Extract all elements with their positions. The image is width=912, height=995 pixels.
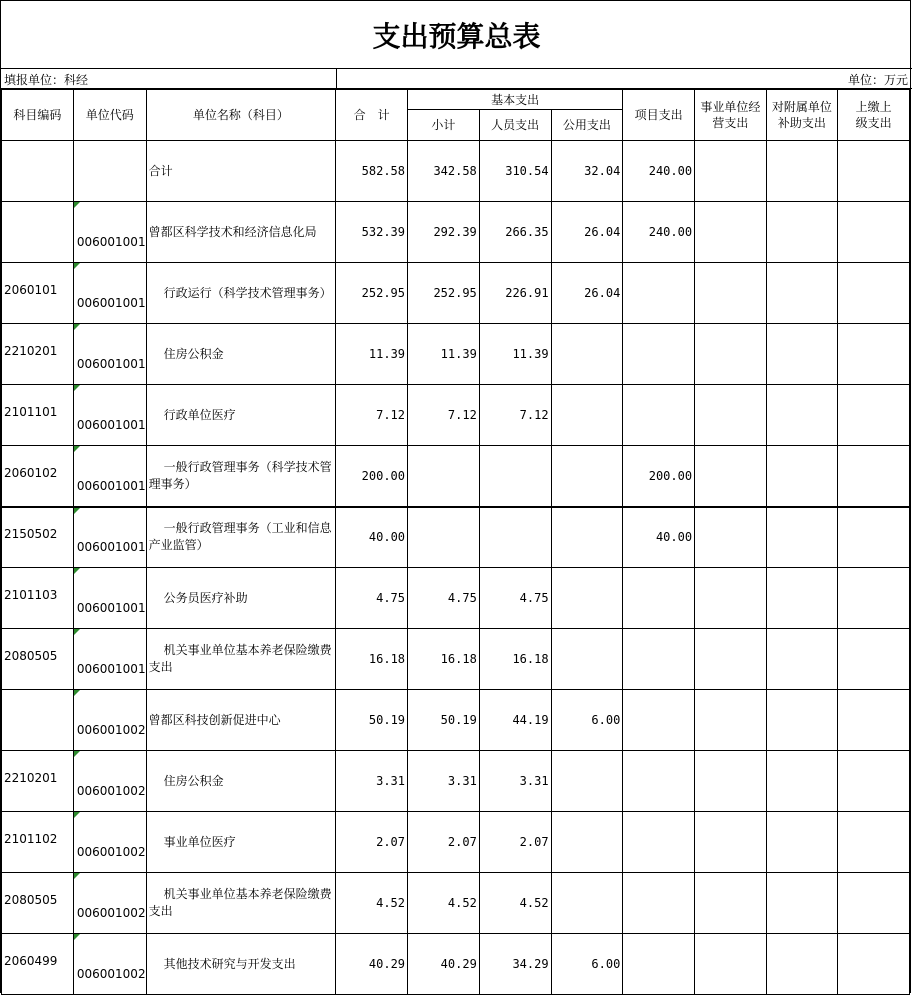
unit-name-text: 事业单位医疗	[163, 834, 236, 849]
cell-public[interactable]: 26.04	[551, 202, 623, 263]
cell-subsidy[interactable]	[766, 629, 838, 690]
header-basic: 基本支出	[408, 90, 623, 110]
cell-subsidy[interactable]	[766, 446, 838, 507]
cell-subsidy[interactable]	[766, 507, 838, 568]
unit-code-text: 006001001	[76, 296, 146, 310]
cell-unit-code[interactable]	[73, 629, 146, 690]
table-row	[2, 568, 910, 629]
cell-unit-code[interactable]	[73, 507, 146, 568]
cell-public[interactable]: 32.04	[551, 141, 623, 202]
header-total: 合 计	[336, 90, 408, 141]
cell-subtotal[interactable]: 50.19	[408, 690, 480, 751]
cell-remit[interactable]	[838, 263, 910, 324]
cell-subsidy[interactable]	[766, 324, 838, 385]
table-row	[2, 446, 910, 507]
header-subsidy: 对附属单位补助支出	[766, 90, 838, 141]
cell-subject-code[interactable]: 2210201	[2, 751, 74, 812]
table-row	[2, 263, 910, 324]
cell-unit-name[interactable]	[146, 202, 336, 263]
cell-unit-name[interactable]	[146, 263, 336, 324]
cell-personnel[interactable]: 2.07	[479, 812, 551, 873]
table-row	[2, 812, 910, 873]
cell-subsidy[interactable]	[766, 263, 838, 324]
unit-code-text: 006001001	[76, 662, 146, 676]
cell-personnel[interactable]: 4.75	[479, 568, 551, 629]
unit-name-text: 机关事业单位基本养老保险缴费支出	[148, 643, 332, 674]
table-body	[2, 141, 910, 995]
cell-subtotal[interactable]: 292.39	[408, 202, 480, 263]
cell-unit-name[interactable]	[146, 934, 336, 995]
unit-name-text: 曾都区科学技术和经济信息化局	[148, 224, 317, 239]
table-row	[2, 751, 910, 812]
unit-name-text: 一般行政管理事务（工业和信息产业监管）	[148, 521, 332, 553]
cell-unit-name[interactable]	[146, 385, 336, 446]
cell-total[interactable]: 532.39	[336, 202, 408, 263]
cell-unit-code[interactable]	[73, 934, 146, 995]
cell-subject-code[interactable]: 2101103	[2, 568, 74, 629]
unit-name-text: 其他技术研究与开发支出	[163, 956, 296, 971]
unit-code-text: 006001001	[76, 601, 146, 615]
cell-unit-name[interactable]	[146, 629, 336, 690]
unit-code-text: 006001002	[76, 723, 146, 737]
cell-subsidy[interactable]	[766, 690, 838, 751]
text-number-flag-icon	[74, 812, 80, 818]
text-number-flag-icon	[74, 629, 80, 635]
cell-subject-code[interactable]: 2080505	[2, 629, 74, 690]
cell-total[interactable]: 16.18	[336, 629, 408, 690]
cell-public[interactable]	[551, 812, 623, 873]
cell-unit-code[interactable]	[73, 873, 146, 934]
cell-total[interactable]: 40.00	[336, 507, 408, 568]
unit-code-text: 006001001	[76, 418, 146, 432]
cell-total[interactable]: 200.00	[336, 446, 408, 507]
cell-business[interactable]	[695, 751, 767, 812]
cell-unit-code[interactable]	[73, 690, 146, 751]
cell-personnel[interactable]: 16.18	[479, 629, 551, 690]
unit-code-text: 006001002	[76, 967, 146, 981]
cell-subtotal[interactable]: 4.75	[408, 568, 480, 629]
cell-unit-code[interactable]	[73, 385, 146, 446]
cell-business[interactable]	[695, 263, 767, 324]
cell-personnel[interactable]	[479, 446, 551, 507]
cell-subtotal[interactable]: 16.18	[408, 629, 480, 690]
text-number-flag-icon	[74, 446, 80, 452]
cell-project[interactable]: 240.00	[623, 141, 695, 202]
unit-code-text: 006001002	[76, 845, 146, 859]
cell-personnel[interactable]: 3.31	[479, 751, 551, 812]
cell-business[interactable]	[695, 507, 767, 568]
cell-project[interactable]	[623, 934, 695, 995]
table-row	[2, 324, 910, 385]
header-unit-code: 单位代码	[73, 90, 146, 141]
cell-subsidy[interactable]	[766, 568, 838, 629]
cell-personnel[interactable]: 44.19	[479, 690, 551, 751]
cell-remit[interactable]	[838, 629, 910, 690]
cell-remit[interactable]	[838, 507, 910, 568]
cell-unit-name[interactable]	[146, 812, 336, 873]
cell-business[interactable]	[695, 446, 767, 507]
cell-public[interactable]	[551, 873, 623, 934]
unit-name-text: 公务员医疗补助	[163, 590, 248, 605]
cell-unit-name[interactable]	[146, 690, 336, 751]
cell-personnel[interactable]: 34.29	[479, 934, 551, 995]
cell-business[interactable]	[695, 690, 767, 751]
unit-name-text: 机关事业单位基本养老保险缴费支出	[148, 887, 332, 918]
cell-unit-name[interactable]	[146, 507, 336, 568]
unit-code-text: 006001001	[76, 235, 146, 249]
cell-unit-name[interactable]	[146, 446, 336, 507]
filler-unit: 填报单位：科经	[4, 73, 89, 87]
cell-project[interactable]	[623, 629, 695, 690]
cell-project[interactable]: 200.00	[623, 446, 695, 507]
cell-personnel[interactable]: 310.54	[479, 141, 551, 202]
cell-unit-code[interactable]	[73, 263, 146, 324]
cell-remit[interactable]	[838, 751, 910, 812]
cell-total[interactable]: 4.52	[336, 873, 408, 934]
cell-subject-code[interactable]	[2, 141, 74, 202]
meta-divider	[336, 69, 337, 89]
unit-code-text: 006001002	[76, 784, 146, 798]
cell-public[interactable]: 6.00	[551, 690, 623, 751]
cell-personnel[interactable]: 266.35	[479, 202, 551, 263]
text-number-flag-icon	[74, 873, 80, 879]
cell-project[interactable]	[623, 568, 695, 629]
cell-project[interactable]	[623, 812, 695, 873]
cell-total[interactable]: 40.29	[336, 934, 408, 995]
cell-subtotal[interactable]: 11.39	[408, 324, 480, 385]
unit-code-text: 006001001	[76, 357, 146, 371]
unit-name-text: 合计	[148, 163, 173, 178]
cell-business[interactable]	[695, 873, 767, 934]
cell-subsidy[interactable]	[766, 202, 838, 263]
cell-business[interactable]	[695, 324, 767, 385]
cell-total[interactable]: 3.31	[336, 751, 408, 812]
cell-subtotal[interactable]: 4.52	[408, 873, 480, 934]
cell-subsidy[interactable]	[766, 751, 838, 812]
cell-unit-name[interactable]	[146, 141, 336, 202]
cell-total[interactable]: 2.07	[336, 812, 408, 873]
cell-total[interactable]: 11.39	[336, 324, 408, 385]
header-personnel: 人员支出	[479, 110, 551, 141]
cell-business[interactable]	[695, 812, 767, 873]
page-title: 支出预算总表	[1, 1, 912, 69]
cell-remit[interactable]	[838, 385, 910, 446]
text-number-flag-icon	[74, 508, 80, 514]
cell-total[interactable]: 252.95	[336, 263, 408, 324]
table-row	[2, 629, 910, 690]
cell-subtotal[interactable]	[408, 507, 480, 568]
cell-subsidy[interactable]	[766, 934, 838, 995]
cell-subject-code[interactable]: 2060102	[2, 446, 74, 507]
cell-personnel[interactable]: 226.91	[479, 263, 551, 324]
table-row	[2, 873, 910, 934]
unit-code-text: 006001001	[76, 540, 146, 554]
cell-subtotal[interactable]: 3.31	[408, 751, 480, 812]
cell-business[interactable]	[695, 202, 767, 263]
cell-business[interactable]	[695, 629, 767, 690]
cell-subsidy[interactable]	[766, 873, 838, 934]
table-row	[2, 690, 910, 751]
meta-row	[1, 69, 912, 89]
cell-unit-code[interactable]	[73, 141, 146, 202]
cell-public[interactable]	[551, 324, 623, 385]
cell-business[interactable]	[695, 141, 767, 202]
cell-subtotal[interactable]: 40.29	[408, 934, 480, 995]
cell-subject-code[interactable]: 2060499	[2, 934, 74, 995]
cell-public[interactable]: 26.04	[551, 263, 623, 324]
cell-unit-code[interactable]	[73, 568, 146, 629]
cell-public[interactable]	[551, 629, 623, 690]
cell-unit-code[interactable]	[73, 446, 146, 507]
cell-subtotal[interactable]: 342.58	[408, 141, 480, 202]
unit-name-text: 曾都区科技创新促进中心	[148, 712, 281, 727]
cell-subject-code[interactable]: 2101102	[2, 812, 74, 873]
cell-subtotal[interactable]: 2.07	[408, 812, 480, 873]
cell-business[interactable]	[695, 385, 767, 446]
text-number-flag-icon	[74, 324, 80, 330]
money-unit: 单位：万元	[847, 73, 908, 87]
cell-public[interactable]	[551, 568, 623, 629]
header-remit: 上缴上级支出	[838, 90, 910, 141]
cell-remit[interactable]	[838, 446, 910, 507]
cell-project[interactable]	[623, 751, 695, 812]
cell-project[interactable]	[623, 873, 695, 934]
cell-total[interactable]: 582.58	[336, 141, 408, 202]
unit-name-text: 行政单位医疗	[163, 407, 236, 422]
cell-subject-code[interactable]: 2210201	[2, 324, 74, 385]
cell-remit[interactable]	[838, 202, 910, 263]
cell-public[interactable]	[551, 507, 623, 568]
cell-unit-code[interactable]	[73, 751, 146, 812]
header-unit-name: 单位名称（科目）	[146, 90, 336, 141]
cell-total[interactable]: 7.12	[336, 385, 408, 446]
cell-unit-code[interactable]	[73, 202, 146, 263]
cell-unit-code[interactable]	[73, 324, 146, 385]
cell-subtotal[interactable]	[408, 446, 480, 507]
cell-remit[interactable]	[838, 812, 910, 873]
cell-subsidy[interactable]	[766, 812, 838, 873]
text-number-flag-icon	[74, 202, 80, 208]
cell-total[interactable]: 50.19	[336, 690, 408, 751]
cell-project[interactable]	[623, 385, 695, 446]
cell-public[interactable]	[551, 385, 623, 446]
cell-unit-code[interactable]	[73, 812, 146, 873]
cell-unit-name[interactable]	[146, 324, 336, 385]
cell-business[interactable]	[695, 934, 767, 995]
header-project: 项目支出	[623, 90, 695, 141]
text-number-flag-icon	[74, 751, 80, 757]
unit-name-text: 行政运行（科学技术管理事务）	[163, 285, 332, 300]
cell-unit-name[interactable]	[146, 751, 336, 812]
cell-subject-code[interactable]: 2101101	[2, 385, 74, 446]
table-row	[2, 934, 910, 995]
cell-personnel[interactable]: 4.52	[479, 873, 551, 934]
budget-table	[1, 89, 910, 995]
unit-name-text: 住房公积金	[163, 346, 224, 361]
cell-project[interactable]: 40.00	[623, 507, 695, 568]
cell-personnel[interactable]: 11.39	[479, 324, 551, 385]
header-subtotal: 小计	[408, 110, 480, 141]
cell-project[interactable]	[623, 324, 695, 385]
unit-name-text: 住房公积金	[163, 773, 224, 788]
text-number-flag-icon	[74, 690, 80, 696]
unit-code-text: 006001001	[76, 478, 146, 493]
unit-code-text: 006001002	[76, 906, 146, 920]
table-row	[2, 141, 910, 202]
text-number-flag-icon	[74, 568, 80, 574]
cell-remit[interactable]	[838, 324, 910, 385]
cell-personnel[interactable]: 7.12	[479, 385, 551, 446]
header-public: 公用支出	[551, 110, 623, 141]
cell-subtotal[interactable]: 7.12	[408, 385, 480, 446]
cell-total[interactable]: 4.75	[336, 568, 408, 629]
text-number-flag-icon	[74, 385, 80, 391]
cell-remit[interactable]	[838, 141, 910, 202]
table-row	[2, 385, 910, 446]
cell-project[interactable]	[623, 263, 695, 324]
text-number-flag-icon	[74, 934, 80, 940]
cell-unit-name[interactable]	[146, 568, 336, 629]
cell-subtotal[interactable]: 252.95	[408, 263, 480, 324]
cell-subsidy[interactable]	[766, 141, 838, 202]
unit-name-text: 一般行政管理事务（科学技术管理事务）	[148, 459, 332, 491]
cell-subject-code[interactable]: 2150502	[2, 507, 74, 568]
cell-remit[interactable]	[838, 873, 910, 934]
text-number-flag-icon	[74, 263, 80, 269]
cell-public[interactable]: 6.00	[551, 934, 623, 995]
cell-remit[interactable]	[838, 690, 910, 751]
cell-project[interactable]	[623, 690, 695, 751]
cell-subject-code[interactable]: 2060101	[2, 263, 74, 324]
cell-project[interactable]: 240.00	[623, 202, 695, 263]
cell-business[interactable]	[695, 568, 767, 629]
cell-unit-name[interactable]	[146, 873, 336, 934]
table-row	[2, 507, 910, 568]
header-subject-code: 科目编码	[2, 90, 74, 141]
cell-personnel[interactable]	[479, 507, 551, 568]
cell-subject-code[interactable]	[2, 690, 74, 751]
cell-subject-code[interactable]: 2080505	[2, 873, 74, 934]
cell-remit[interactable]	[838, 934, 910, 995]
header-business: 事业单位经营支出	[695, 90, 767, 141]
cell-remit[interactable]	[838, 568, 910, 629]
cell-public[interactable]	[551, 446, 623, 507]
cell-subject-code[interactable]	[2, 202, 74, 263]
cell-public[interactable]	[551, 751, 623, 812]
table-row	[2, 202, 910, 263]
cell-subsidy[interactable]	[766, 385, 838, 446]
